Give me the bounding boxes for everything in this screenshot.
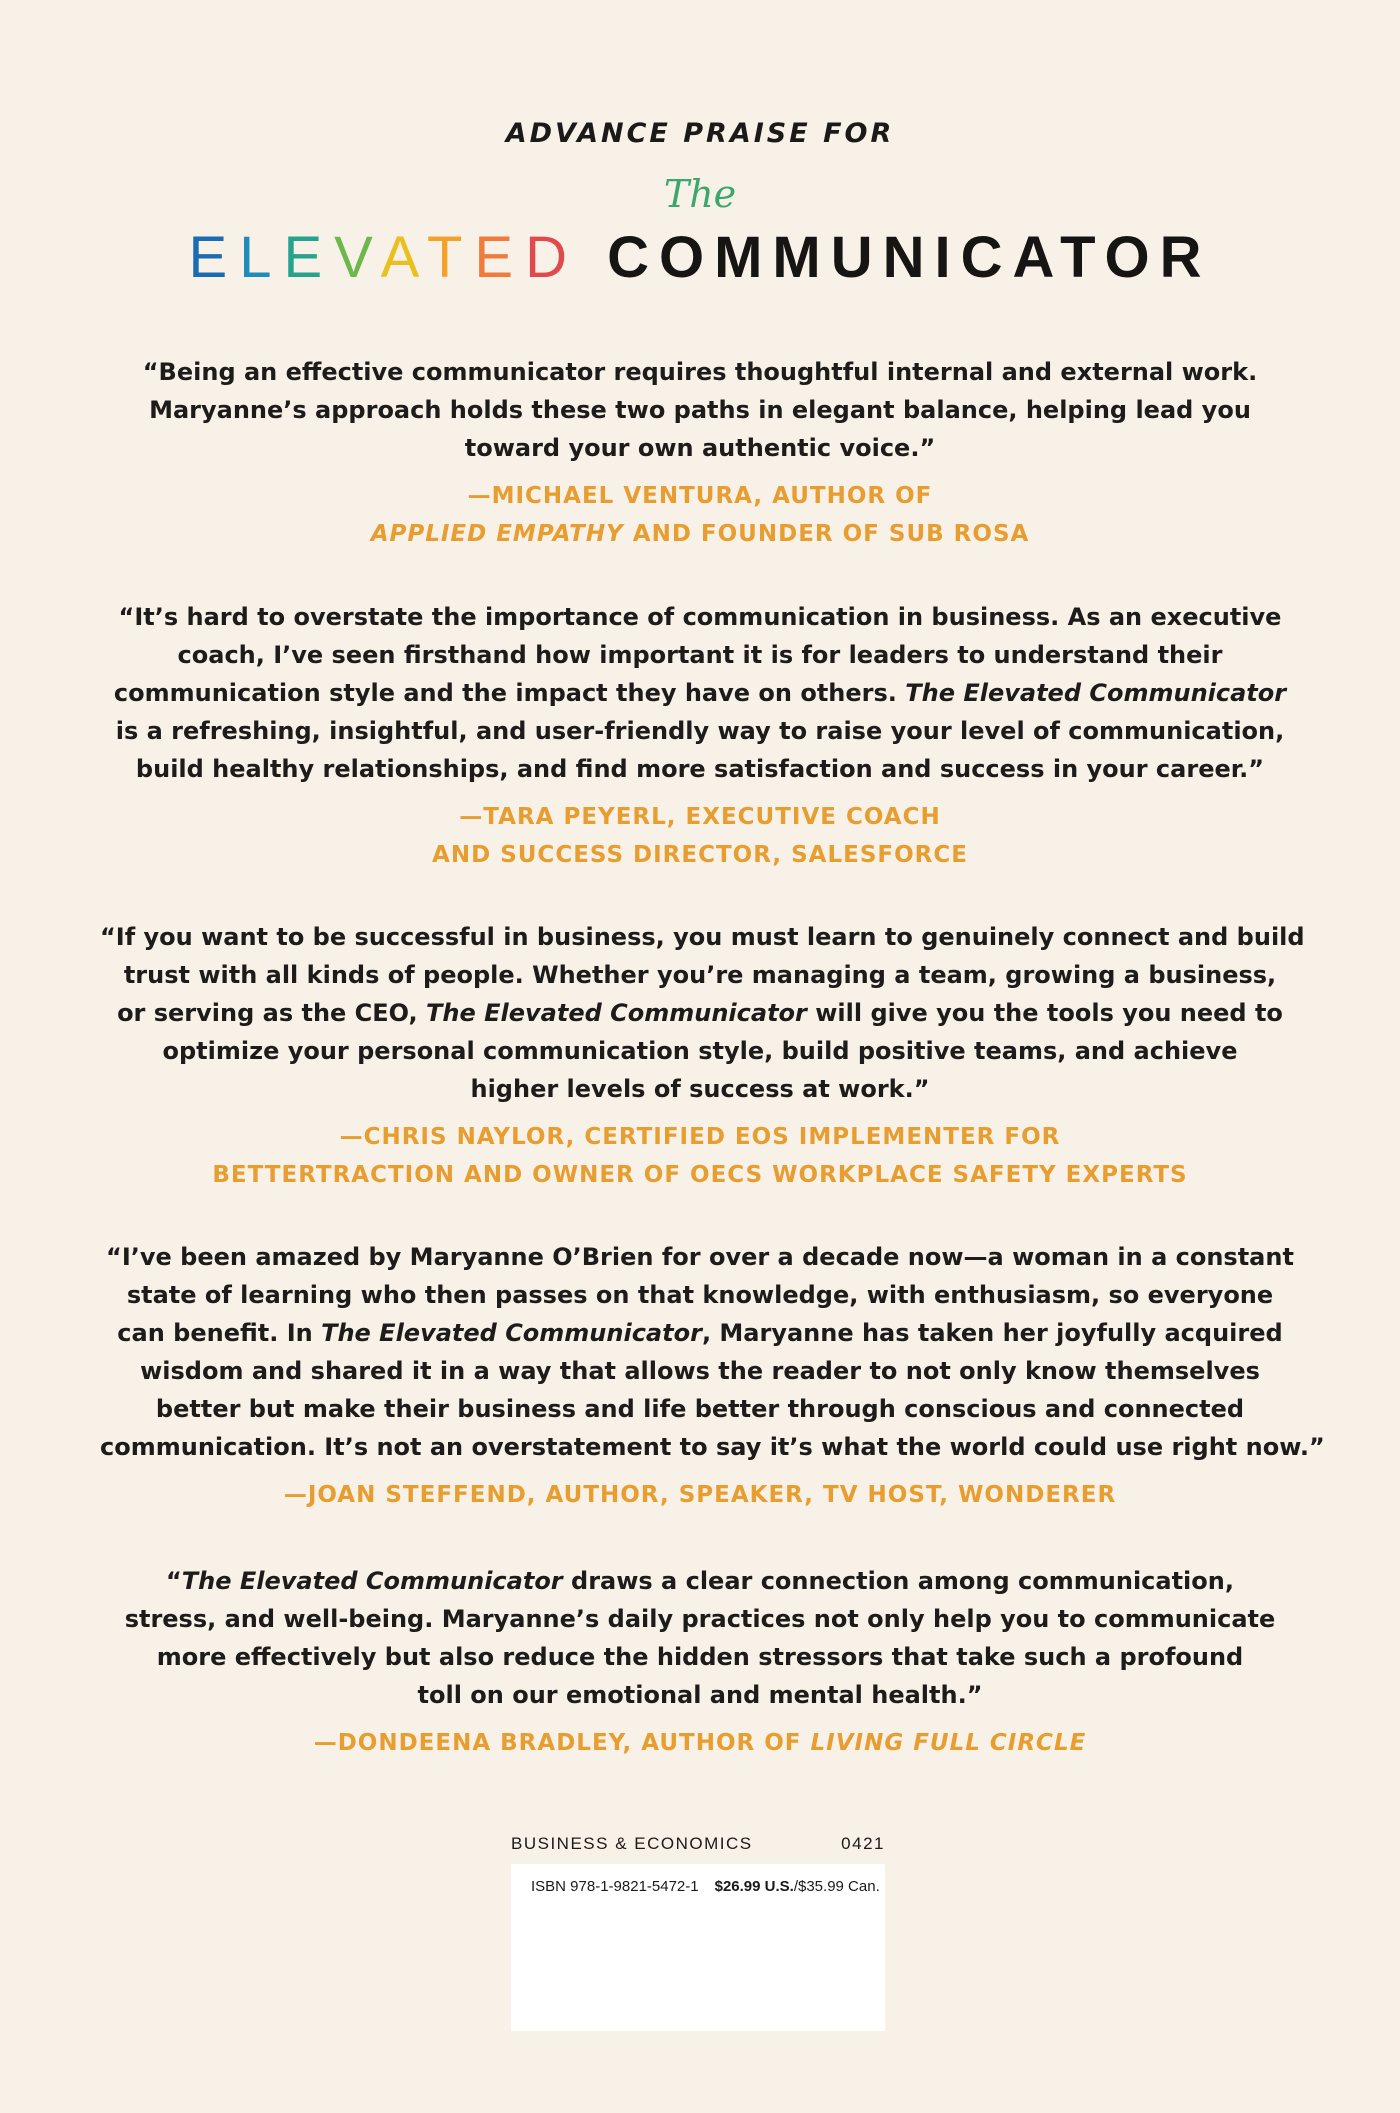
quote-line (100, 1428, 1325, 1466)
praise-quote (100, 918, 1305, 1194)
attribution-line (100, 477, 1300, 515)
title-communicator: COMMUNICATOR (607, 225, 1212, 290)
title-letter: E (283, 225, 335, 290)
attribution-line (100, 798, 1300, 836)
praise-quote (100, 598, 1300, 874)
title-letter: L (239, 225, 284, 290)
quote-line (100, 636, 1300, 674)
category-line (511, 1834, 885, 1854)
quote-line (100, 391, 1300, 429)
quote-line (100, 429, 1300, 467)
text-segment: “Being an effective communicator requires thoughtful internal and external work. (142, 358, 1258, 386)
italic-title-text: The Elevated Communicator (321, 1319, 702, 1347)
text-segment: draws a clear connection among communication, (562, 1567, 1234, 1595)
text-segment: communication style and the impact they have on others. (113, 679, 906, 707)
quote-attribution (100, 477, 1300, 553)
attribution-line (100, 836, 1300, 874)
text-segment: “ (166, 1567, 182, 1595)
text-segment: trust with all kinds of people. Whether you’re managing a team, growing a business, (123, 961, 1277, 989)
text-segment: “I’ve been amazed by Maryanne O’Brien for over a decade now—a woman in a constant (106, 1243, 1294, 1271)
quote-line (100, 956, 1300, 994)
category-label: BUSINESS & ECONOMICS (511, 1834, 753, 1853)
attribution-line (100, 1724, 1300, 1762)
text-segment: coach, I’ve seen firsthand how important it is for leaders to understand their (177, 641, 1223, 669)
text-segment: toward your own authentic voice.” (464, 434, 936, 462)
attribution-line (100, 515, 1300, 553)
title-letter: D (525, 225, 579, 290)
title-letter: V (334, 225, 381, 290)
attribution-line (100, 1476, 1300, 1514)
isbn-price-line (531, 1878, 880, 1895)
text-segment: state of learning who then passes on that knowledge, with enthusiasm, so everyone (126, 1281, 1274, 1309)
text-segment: wisdom and shared it in a way that allows the reader to not only know themselves (140, 1357, 1260, 1385)
attribution-line (100, 1156, 1300, 1194)
quote-line (100, 674, 1300, 712)
quote-line (100, 598, 1300, 636)
title-letter: E (474, 225, 526, 290)
text-segment: communication. It’s not an overstatement to say it’s what the world could use right now.” (100, 1433, 1325, 1461)
isbn: ISBN 978-1-9821-5472-1 (531, 1878, 699, 1895)
text-segment: toll on our emotional and mental health.” (417, 1681, 983, 1709)
praise-quote (100, 1238, 1325, 1514)
price-can: $35.99 Can. (798, 1878, 880, 1895)
quote-line (100, 1676, 1300, 1714)
text-segment: stress, and well-being. Maryanne’s daily practices not only help you to communicate (124, 1605, 1276, 1633)
quote-line (100, 1276, 1300, 1314)
text-segment: more effectively but also reduce the hidden stressors that take such a profound (156, 1643, 1244, 1671)
quote-line (100, 1070, 1300, 1108)
quote-line (100, 750, 1300, 788)
quote-line (100, 918, 1305, 956)
text-segment: —DONDEENA BRADLEY, AUTHOR OF (313, 1730, 811, 1756)
attribution-line (100, 1118, 1300, 1156)
quote-line (100, 1238, 1300, 1276)
title-the-script: The (663, 172, 737, 216)
text-segment: “It’s hard to overstate the importance of communication in business. As an executive (118, 603, 1282, 631)
price-separator: / (793, 1878, 798, 1895)
quote-line (100, 1638, 1300, 1676)
text-segment: is a refreshing, insightful, and user-friendly way to raise your level of communication, (115, 717, 1285, 745)
text-segment: better but make their business and life better through conscious and connected (155, 1395, 1245, 1423)
text-segment: BETTERTRACTION AND OWNER OF OECS WORKPLACE SAFETY EXPERTS (212, 1162, 1188, 1188)
category-code: 0421 (841, 1834, 885, 1853)
text-segment: optimize your personal communication style, build positive teams, and achieve (162, 1037, 1238, 1065)
text-segment: Maryanne’s approach holds these two paths in elegant balance, helping lead you (149, 396, 1251, 424)
quote-line (100, 353, 1300, 391)
italic-title-text: APPLIED EMPATHY (370, 521, 624, 547)
text-segment: —JOAN STEFFEND, AUTHOR, SPEAKER, TV HOST, WONDERER (283, 1482, 1117, 1508)
title-elevated-rainbow (189, 225, 579, 290)
title-letter: E (188, 225, 240, 290)
advance-praise-heading: ADVANCE PRAISE FOR (505, 118, 895, 149)
quote-attribution (100, 1724, 1300, 1762)
text-segment: —CHRIS NAYLOR, CERTIFIED EOS IMPLEMENTER FOR (339, 1124, 1061, 1150)
text-segment: —TARA PEYERL, EXECUTIVE COACH (459, 804, 941, 830)
title-letter: T (426, 225, 475, 290)
text-segment: AND SUCCESS DIRECTOR, SALESFORCE (432, 842, 968, 868)
text-segment: , Maryanne has taken her joyfully acquired (701, 1319, 1283, 1347)
text-segment: —MICHAEL VENTURA, AUTHOR OF (467, 483, 933, 509)
quote-attribution (100, 1118, 1300, 1194)
italic-title-text: The Elevated Communicator (181, 1567, 563, 1595)
quote-line (100, 994, 1300, 1032)
text-segment: “If you want to be successful in business, you must learn to genuinely connect and build (100, 923, 1305, 951)
quote-line (100, 1562, 1300, 1600)
barcode-box (511, 1864, 885, 2031)
text-segment: higher levels of success at work.” (470, 1075, 930, 1103)
quote-attribution (100, 798, 1300, 874)
price-us: $26.99 U.S. (714, 1878, 794, 1895)
quote-attribution (100, 1476, 1300, 1514)
text-segment: will give you the tools you need to (806, 999, 1283, 1027)
quote-line (100, 712, 1300, 750)
quote-line (100, 1600, 1300, 1638)
italic-title-text: The Elevated Communicator (905, 679, 1287, 707)
italic-title-text: The Elevated Communicator (426, 999, 807, 1027)
quote-line (100, 1352, 1300, 1390)
praise-quote (100, 1562, 1300, 1762)
quote-line (100, 1032, 1300, 1070)
text-segment: or serving as the CEO, (117, 999, 427, 1027)
text-segment: build healthy relationships, and find more satisfaction and success in your career.” (135, 755, 1265, 783)
text-segment: can benefit. In (117, 1319, 322, 1347)
title-letter: A (380, 225, 427, 290)
text-segment: AND FOUNDER OF SUB ROSA (623, 521, 1030, 547)
quote-line (100, 1314, 1300, 1352)
book-title (0, 224, 1400, 291)
praise-quote (100, 353, 1300, 553)
italic-title-text: LIVING FULL CIRCLE (810, 1730, 1087, 1756)
quote-line (100, 1390, 1300, 1428)
